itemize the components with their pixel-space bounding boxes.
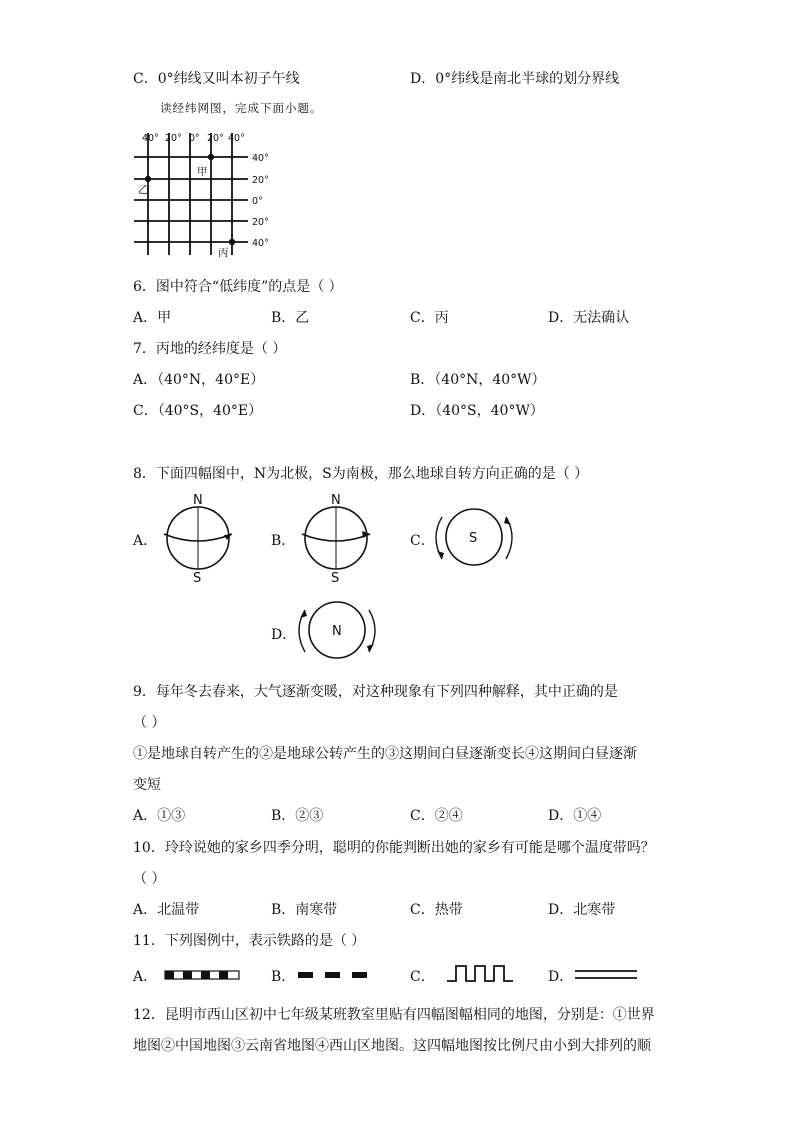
q8-stem: 8．下面四幅图中，N为北极，S为南极，那么地球自转方向正确的是（ ）: [133, 466, 589, 482]
q11-legend-a-icon: [164, 969, 240, 981]
q7-option-c[interactable]: C．（40°S，40°E）: [133, 403, 263, 419]
point-yi-label: 乙: [138, 184, 149, 196]
q10-option-c[interactable]: C．热带: [410, 902, 463, 918]
q8-c-left-arrow-icon: [437, 551, 444, 559]
q9-option-c[interactable]: C．②④: [410, 808, 463, 824]
q10-paren: （ ）: [133, 871, 166, 887]
point-bing-dot: [229, 239, 235, 245]
q8-figure-a: [160, 490, 240, 585]
q8-d-right-arrow-icon: [367, 644, 374, 652]
q11-option-a[interactable]: A．: [133, 969, 158, 985]
q9-paren: （ ）: [133, 715, 166, 731]
q8-label-b[interactable]: B．: [271, 533, 296, 549]
q12-line2: 地图②中国地图③云南省地图④西山区地图。这四幅地图按比例尺由小到大排列的顺: [133, 1038, 651, 1054]
q11-option-c[interactable]: C．: [410, 969, 435, 985]
point-bing-label: 丙: [218, 247, 229, 259]
q6-option-a[interactable]: A．甲: [133, 310, 172, 326]
q8-figure-b: [298, 490, 378, 585]
q8-label-d[interactable]: D．: [271, 627, 297, 643]
q8-label-c[interactable]: C．: [410, 533, 435, 549]
top-label-4: 40°: [228, 133, 245, 144]
q6-option-b[interactable]: B．乙: [271, 310, 310, 326]
q8-a-south: S: [193, 571, 202, 585]
q11-option-b[interactable]: B．: [271, 969, 296, 985]
q7-option-d[interactable]: D．（40°S，40°W）: [410, 403, 544, 419]
lat-long-grid: [130, 125, 280, 260]
q8-c-pole: S: [469, 531, 478, 546]
q6-option-c[interactable]: C．丙: [410, 310, 449, 326]
top-label-2: 0°: [189, 133, 200, 144]
top-label-0: 40°: [142, 133, 159, 144]
q10-option-a[interactable]: A．北温带: [133, 902, 200, 918]
q9-stem: 9．每年冬去春来，大气逐渐变暖，对这种现象有下列四种解释，其中正确的是: [133, 684, 618, 700]
q8-c-right-arrow-icon: [504, 517, 511, 525]
q10-option-b[interactable]: B．南寒带: [271, 902, 338, 918]
option-d-prev: D．0°纬线是南北半球的划分界线: [410, 71, 620, 87]
right-label-1: 20°: [252, 175, 269, 186]
q9-option-a[interactable]: A．①③: [133, 808, 186, 824]
q7-option-a[interactable]: A．（40°N，40°E）: [133, 372, 265, 388]
q9-items-line1: ①是地球自转产生的②是地球公转产生的③这期间白昼逐渐变长④这期间白昼逐渐: [133, 746, 637, 762]
q8-figure-d: [295, 598, 379, 664]
q12-line1: 12．昆明市西山区初中七年级某班教室里贴有四幅图幅相同的地图，分别是：①世界: [133, 1007, 655, 1023]
q9-option-b[interactable]: B．②③: [271, 808, 324, 824]
q11-legend-b-icon: [297, 969, 369, 981]
q11-legend-c-icon: [446, 963, 514, 983]
right-label-4: 40°: [252, 238, 269, 249]
point-jia-label: 甲: [197, 166, 208, 178]
q9-items-line2: 变短: [133, 777, 161, 793]
option-c-prev: C．0°纬线又叫本初子午线: [133, 71, 300, 87]
q7-stem: 7．丙地的经纬度是（ ）: [133, 341, 287, 357]
q10-stem: 10．玲玲说她的家乡四季分明，聪明的你能判断出她的家乡有可能是哪个温度带吗？: [133, 840, 655, 856]
top-label-1: 20°: [165, 133, 182, 144]
q11-stem: 11．下列图例中，表示铁路的是（ ）: [133, 933, 366, 949]
q8-a-north: N: [193, 493, 203, 508]
q11-option-d[interactable]: D．: [548, 969, 574, 985]
q9-option-d[interactable]: D．①④: [548, 808, 602, 824]
point-jia-dot: [208, 154, 214, 160]
q10-option-d[interactable]: D．北寒带: [548, 902, 616, 918]
q6-option-d[interactable]: D．无法确认: [548, 310, 630, 326]
q6-stem: 6．图中符合“低纬度”的点是（ ）: [133, 279, 343, 295]
right-label-3: 20°: [252, 217, 269, 228]
q8-d-pole: N: [332, 624, 342, 639]
figure-caption: 读经纬网图，完成下面小题。: [160, 101, 323, 115]
q8-b-south: S: [331, 571, 340, 585]
right-label-0: 40°: [252, 153, 269, 164]
point-yi-dot: [145, 176, 151, 182]
right-label-2: 0°: [252, 196, 263, 207]
q8-d-left-arrow-icon: [300, 610, 307, 618]
q8-label-a[interactable]: A．: [133, 533, 158, 549]
q8-b-north: N: [331, 493, 341, 508]
q7-option-b[interactable]: B．（40°N，40°W）: [410, 372, 546, 388]
q8-figure-c: [432, 505, 516, 571]
top-label-3: 20°: [207, 133, 224, 144]
q11-legend-d-icon: [574, 968, 638, 982]
